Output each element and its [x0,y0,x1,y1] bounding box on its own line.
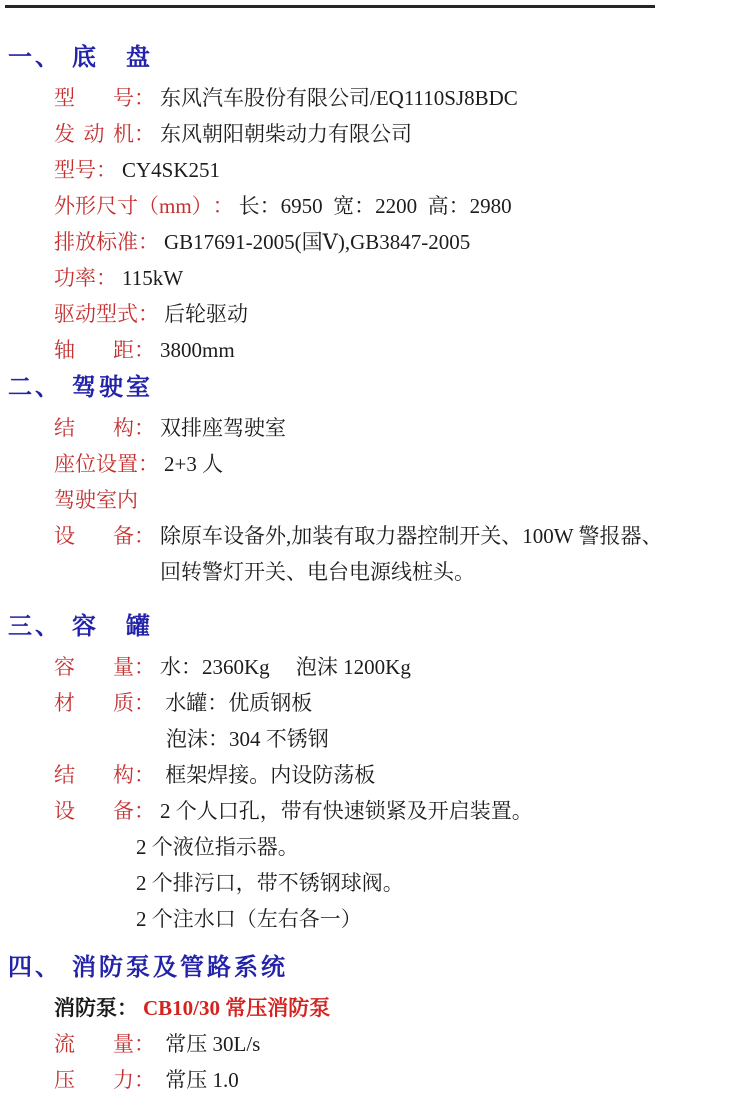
spec-row [0,518,750,590]
spec-label-char: 发 [54,122,75,146]
section-number: 二、 [8,375,62,401]
spec-colon: ： [138,230,159,254]
section [0,368,750,590]
spec-row [0,757,750,793]
section-heading [0,948,750,988]
spec-label [54,757,134,793]
continuation-row [0,829,750,865]
spec-colon: ： [96,158,117,182]
spec-row [0,446,750,482]
spec-value: 常压 1.0 [160,1068,239,1092]
section-number: 一、 [8,45,62,71]
spec-label [54,685,134,721]
spec-row [0,793,750,829]
spec-colon: ： [138,302,159,326]
spec-label-char: 材 [54,691,75,715]
spec-value: 长：6950 宽：2200 高：2980 [238,194,512,218]
spec-label-char: 设 [54,524,75,548]
spec-colon: ： [96,266,117,290]
spec-value: CY4SK251 [122,158,221,182]
spec-value: 双排座驾驶室 [160,416,286,440]
spec-label-char: 备 [113,524,134,548]
spec-label-char: 力 [113,1068,134,1092]
spec-colon: ： [134,416,155,440]
spec-label-char: 设 [54,799,75,823]
spec-label-char: 型 [54,86,75,110]
section-heading [0,38,750,78]
section-title: 容 罐 [72,614,153,640]
spec-value: 115kW [122,266,184,290]
spec-label-char: 动 [83,122,105,146]
spec-value: 东风朝阳朝柴动力有限公司 [160,122,412,146]
section-title: 消防泵及管路系统 [72,955,288,981]
spec-row [0,685,750,721]
section [0,948,750,1098]
section-number: 三、 [8,614,62,640]
spec-colon: ： [134,338,155,362]
spec-label: 型号 [54,158,96,182]
spec-label [54,649,134,685]
spec-colon: ： [138,452,159,476]
spec-value: 东风汽车股份有限公司/EQ1110SJ8BDC [160,86,518,110]
spec-label: 驾驶室内 [54,488,138,512]
continuation-text: 泡沫：304 不锈钢 [166,727,329,751]
spec-label-char: 质 [113,691,134,715]
spec-colon: ： [134,655,155,679]
spec-colon: ： [134,763,155,787]
spec-label: 外形尺寸（mm） [54,194,213,218]
spec-label-char: 结 [54,763,75,787]
spec-label-char: 流 [54,1032,75,1056]
spec-label: 功率 [54,266,96,290]
spec-label [54,518,134,554]
spec-value: 除原车设备外,加装有取力器控制开关、100W 警报器、回转警灯开关、电台电源线桩头。 [160,524,663,584]
spec-label-char: 结 [54,416,75,440]
spec-row [0,1026,750,1062]
spec-value: 框架焊接。内设防荡板 [160,763,376,787]
spec-row [0,649,750,685]
spec-value: CB10/30 常压消防泵 [143,996,331,1020]
spec-value: 后轮驱动 [164,302,248,326]
spec-row [0,482,750,518]
spec-label-char: 轴 [54,338,75,362]
spec-label: 驱动型式 [54,302,138,326]
spec-value: GB17691-2005(国Ⅴ),GB3847-2005 [164,230,471,254]
continuation-text: 2 个注水口（左右各一） [136,907,362,931]
spec-label-char: 备 [113,799,134,823]
spec-label [54,410,134,446]
spec-row [0,410,750,446]
section-title: 驾驶室 [72,375,153,401]
spec-label [54,80,134,116]
spec-label [54,1062,134,1098]
spec-value: 2 个人口孔，带有快速锁紧及开启装置。 [160,799,533,823]
continuation-text: 2 个液位指示器。 [136,835,299,859]
spec-colon: ： [134,799,155,823]
spec-row [0,296,750,332]
spec-colon: ： [134,86,155,110]
section-heading [0,368,750,408]
spec-row [0,260,750,296]
spec-label [54,793,134,829]
spec-label: 消防泵 [54,996,117,1020]
section-heading [0,607,750,647]
spec-label [54,332,134,368]
section-number: 四、 [8,955,62,981]
spec-row [0,224,750,260]
spec-label-char: 压 [54,1068,75,1092]
spec-label [54,1026,134,1062]
spec-label: 排放标准 [54,230,138,254]
spec-label-char: 量 [113,1032,134,1056]
spec-value: 3800mm [160,338,235,362]
spec-row [0,188,750,224]
spec-label-char: 机 [113,122,134,146]
continuation-row [0,721,750,757]
spec-label-char: 构 [113,763,134,787]
continuation-row [0,865,750,901]
continuation-row [0,901,750,937]
section [0,38,750,368]
spec-label-char: 量 [113,655,134,679]
spec-value: 2+3 人 [164,452,224,476]
spec-row [0,80,750,116]
spec-row [0,332,750,368]
spec-colon: ： [117,996,138,1020]
spec-colon: ： [134,691,155,715]
spec-colon: ： [134,122,155,146]
spec-value: 水罐：优质钢板 [160,691,313,715]
spec-row [0,152,750,188]
section [0,607,750,937]
spec-row [0,116,750,152]
spec-label-char: 号 [113,86,134,110]
spec-colon: ： [134,524,155,548]
spec-row [0,990,750,1026]
spec-label: 座位设置 [54,452,138,476]
spec-colon: ： [212,194,234,218]
spec-label-char: 容 [54,655,75,679]
spec-colon: ： [134,1032,155,1056]
spec-label-char: 构 [113,416,134,440]
spec-value: 水：2360Kg 泡沫 1200Kg [160,655,411,679]
continuation-text: 2 个排污口，带不锈钢球阀。 [136,871,404,895]
spec-value: 常压 30L/s [160,1032,261,1056]
spec-row [0,1062,750,1098]
spec-label [54,116,134,152]
section-title: 底 盘 [72,45,153,71]
spec-label-char: 距 [113,338,134,362]
spec-colon: ： [134,1068,155,1092]
